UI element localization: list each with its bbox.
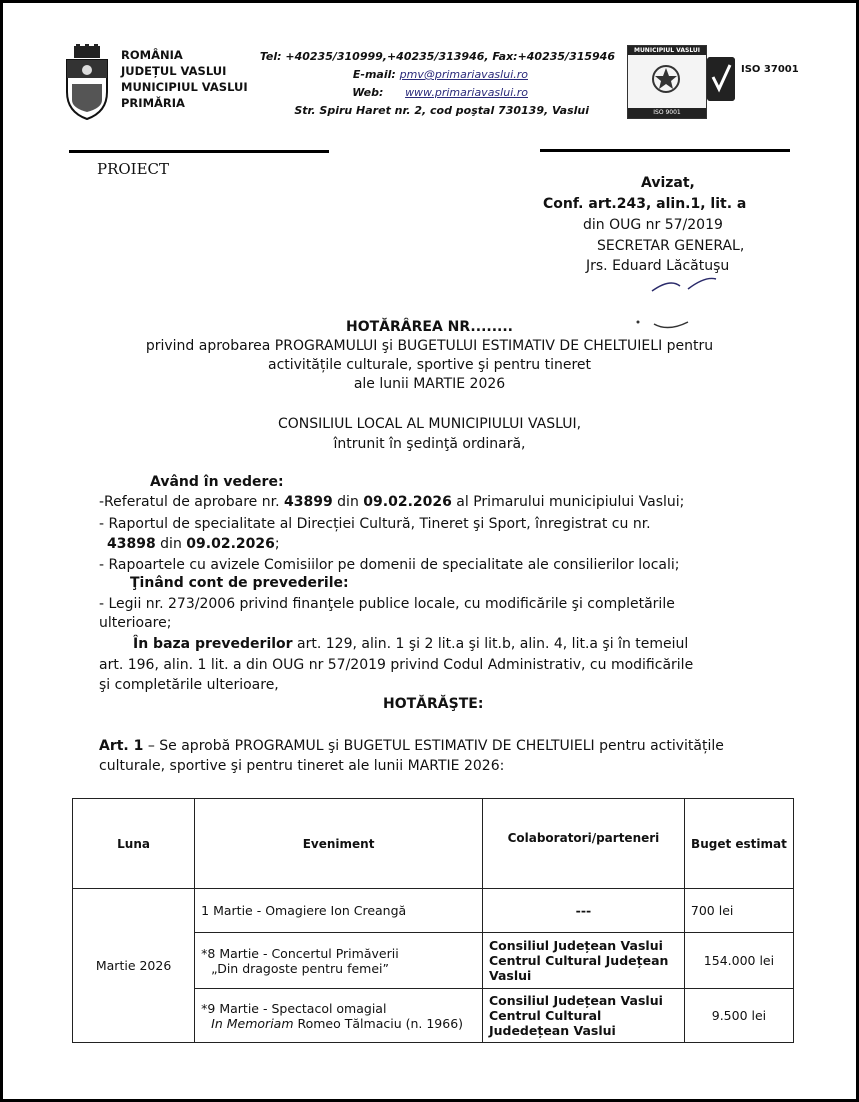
event-subtitle xyxy=(201,1016,476,1031)
council-name: CONSILIUL LOCAL AL MUNICIPIULUI VASLUI, xyxy=(277,416,582,432)
section-tinand: Ţinând cont de prevederile: xyxy=(130,575,349,591)
web-link[interactable]: www.primariavaslui.ro xyxy=(405,86,528,99)
decision-subject-line3: ale lunii MARTIE 2026 xyxy=(353,376,506,392)
art1-label: Art. 1 xyxy=(99,738,144,754)
header-divider-right xyxy=(540,149,790,152)
referat-line xyxy=(99,492,684,512)
decision-subject-line2: activitățile culturale, sportive şi pentru tineret xyxy=(267,357,591,373)
web-label: Web: xyxy=(352,86,384,99)
header-email-row xyxy=(245,66,615,84)
signature-mark xyxy=(650,274,720,294)
rapoartele-line: - Rapoartele cu avizele Comisiilor pe domenii de specialitate ale consilierilor locali; xyxy=(99,557,680,573)
header-contact xyxy=(245,48,615,120)
cert-bottom-label: ISO 9001 xyxy=(628,108,706,118)
iso-label: ISO 37001 xyxy=(741,64,799,75)
approval-name: Jrs. Eduard Lăcătuşu xyxy=(586,258,730,274)
referat-date: 09.02.2026 xyxy=(363,494,452,510)
raport-text: din xyxy=(155,536,187,552)
header-office: PRIMĂRIA xyxy=(121,96,185,110)
event-subtitle-italic: In Memoriam xyxy=(211,1015,294,1031)
cell-buget: 154.000 lei xyxy=(684,933,793,989)
event-subtitle-text: Romeo Tălmaciu (n. 1966) xyxy=(293,1015,464,1031)
cell-colaboratori: --- xyxy=(482,889,684,933)
cell-luna: Martie 2026 xyxy=(73,889,195,1043)
cell-buget: 9.500 lei xyxy=(684,989,793,1043)
baza-line2: art. 196, alin. 1 lit. a din OUG nr 57/2019 privind Codul Administrativ, cu modificările xyxy=(99,657,694,673)
art1-line2: culturale, sportive şi pentru tineret ale lunii MARTIE 2026: xyxy=(99,758,505,774)
certification-badge xyxy=(627,45,707,119)
section-avand: Având în vedere: xyxy=(150,474,284,490)
event-title: *9 Martie - Spectacol omagial xyxy=(201,1000,387,1016)
raport-number: 43898 xyxy=(107,536,156,552)
referat-text-1: -Referatul de aprobare nr. xyxy=(99,494,284,510)
header-county: JUDEȚUL VASLUI xyxy=(121,64,227,78)
program-table xyxy=(72,798,794,1043)
art1-line1 xyxy=(99,736,724,756)
table-header-row xyxy=(73,799,794,889)
checkmark-badge-icon xyxy=(707,57,735,101)
col-eveniment: Eveniment xyxy=(195,799,483,889)
table-row xyxy=(73,889,794,933)
cell-colaboratori: Consiliul Județean Vaslui Centrul Cultural Județean Vaslui xyxy=(482,933,684,989)
cell-eveniment xyxy=(195,933,483,989)
header-divider-left xyxy=(69,150,329,153)
header-address: Str. Spiru Haret nr. 2, cod poştal 730139, Vaslui xyxy=(294,104,589,117)
event-title: *8 Martie - Concertul Primăverii xyxy=(201,945,399,961)
referat-number: 43899 xyxy=(284,494,333,510)
decision-title: HOTĂRÂREA NR........ xyxy=(346,319,513,335)
referat-text-2: din xyxy=(332,494,364,510)
raport-line1: - Raportul de specialitate al Direcției Cultură, Tineret şi Sport, înregistrat cu nr. xyxy=(99,516,651,532)
legii-line1: - Legii nr. 273/2006 privind finanţele publice locale, cu modificările şi completările xyxy=(99,596,675,612)
cell-colaboratori: Consiliul Județean Vaslui Centrul Cultural Judedețean Vaslui xyxy=(482,989,684,1043)
raport-date: 09.02.2026 xyxy=(186,536,275,552)
cell-eveniment: 1 Martie - Omagiere Ion Creangă xyxy=(195,889,483,933)
legii-line2: ulterioare; xyxy=(99,615,172,631)
cell-eveniment xyxy=(195,989,483,1043)
baza-bold: În baza prevederilor xyxy=(133,636,293,652)
decision-subject-line1: privind aprobarea PROGRAMULUI şi BUGETULUI ESTIMATIV DE CHELTUIELI pentru xyxy=(145,338,714,354)
col-colaboratori: Colaboratori/parteneri xyxy=(482,799,684,889)
header-municipality: MUNICIPIUL VASLUI xyxy=(121,80,248,94)
hotaraste-heading: HOTĂRĂŞTE: xyxy=(383,696,484,712)
cert-star-icon xyxy=(628,55,704,105)
raport-end: ; xyxy=(274,536,280,552)
project-label: PROIECT xyxy=(97,160,170,178)
stamp-mark xyxy=(634,318,694,332)
approval-avizat: Avizat, xyxy=(641,175,695,191)
approval-oug: din OUG nr 57/2019 xyxy=(583,217,723,233)
vaslui-coat-of-arms-icon xyxy=(64,44,110,120)
baza-text-1: art. 129, alin. 1 şi 2 lit.a şi lit.b, alin. 4, lit.a şi în temeiul xyxy=(292,636,689,652)
col-buget: Buget estimat xyxy=(684,799,793,889)
email-label: E-mail: xyxy=(352,68,396,81)
event-subtitle: „Din dragoste pentru femei” xyxy=(211,960,389,976)
art1-text-1: – Se aprobă PROGRAMUL şi BUGETUL ESTIMATIV DE CHELTUIELI pentru activitățile xyxy=(143,738,724,754)
email-link[interactable]: pmv@primariavaslui.ro xyxy=(399,68,528,81)
council-session: întrunit în şedinţă ordinară, xyxy=(333,436,526,452)
header-tel: Tel: +40235/310999,+40235/313946, Fax:+40235/315946 xyxy=(259,50,615,63)
header-web-row xyxy=(245,84,615,102)
approval-article: Conf. art.243, alin.1, lit. a xyxy=(543,196,747,212)
raport-line2 xyxy=(107,534,280,554)
baza-line3: şi completările ulterioare, xyxy=(99,677,279,693)
cell-buget: 700 lei xyxy=(684,889,793,933)
cert-top-label: MUNICIPIUL VASLUI xyxy=(628,46,706,55)
approval-role: SECRETAR GENERAL, xyxy=(597,238,745,254)
col-luna: Luna xyxy=(73,799,195,889)
baza-line1 xyxy=(133,634,688,654)
referat-text-3: al Primarului municipiului Vaslui; xyxy=(451,494,685,510)
header-country: ROMÂNIA xyxy=(121,48,183,62)
